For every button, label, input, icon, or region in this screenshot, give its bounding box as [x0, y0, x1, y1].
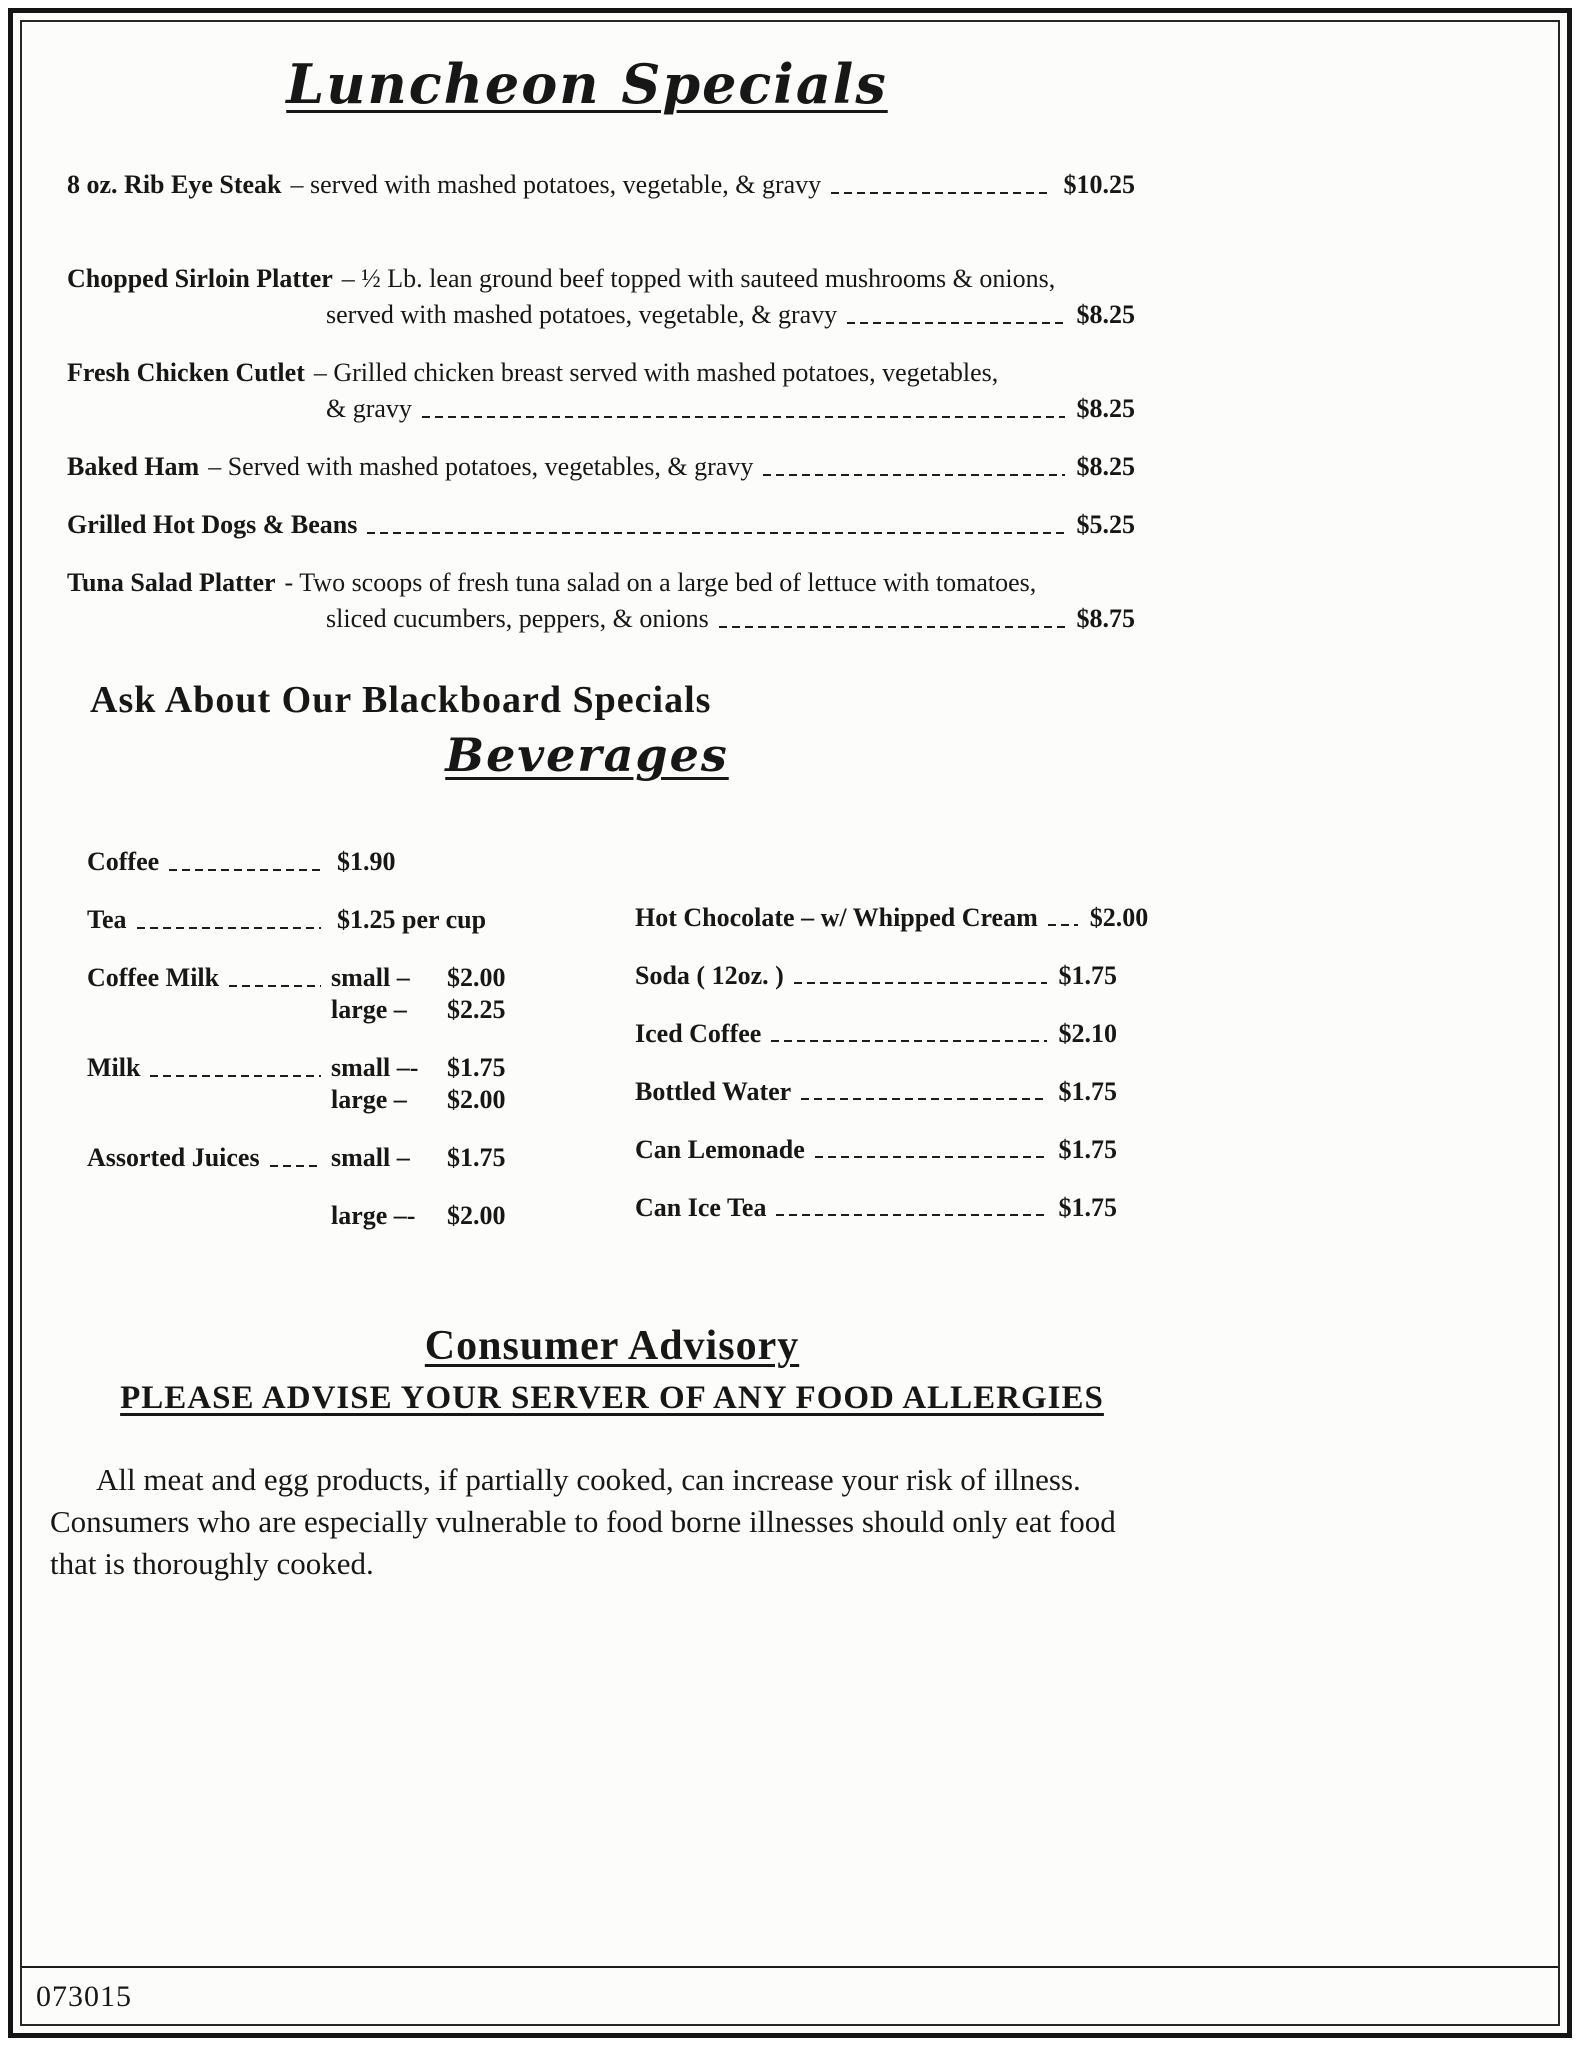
- beverage-name-leader: [87, 962, 327, 994]
- beverage-name: Tea: [87, 905, 127, 934]
- item-price: $10.25: [1063, 170, 1135, 199]
- beverage-price: $1.90: [337, 847, 396, 876]
- menu-item-line: [67, 566, 1135, 600]
- beverage-price: $2.10: [1058, 1019, 1117, 1048]
- item-description: - Two scoops of fresh tuna salad on a large bed of lettuce with tomatoes,: [284, 568, 1037, 597]
- beverage-sizes: [327, 962, 506, 1026]
- beverages-section: [87, 846, 1152, 1258]
- item-price: $8.25: [1076, 300, 1135, 329]
- beverages-right-column: [635, 902, 1149, 1258]
- size-label: small –-: [331, 1053, 419, 1082]
- dotted-leader: [771, 1040, 1046, 1042]
- size-line-large: [331, 994, 506, 1026]
- beverage-name: Hot Chocolate – w/ Whipped Cream: [635, 903, 1038, 932]
- item-price: $5.25: [1076, 510, 1135, 539]
- beverage-name-leader: [87, 846, 327, 878]
- size-label: large –: [331, 1085, 407, 1114]
- dotted-leader: [794, 982, 1047, 984]
- item-name: Fresh Chicken Cutlet: [67, 358, 305, 387]
- size-line-large: [331, 1200, 506, 1232]
- item-description: – Served with mashed potatoes, vegetables, & gravy: [208, 452, 754, 481]
- size-label: small –: [331, 1143, 410, 1172]
- beverage-row-can-lemonade: [635, 1134, 1117, 1166]
- item-name: Tuna Salad Platter: [67, 568, 276, 597]
- menu-page: [8, 8, 1572, 2038]
- beverage-row-soda: [635, 960, 1117, 992]
- dotted-leader: [1048, 924, 1078, 926]
- menu-item-line-continued: [67, 392, 1135, 426]
- size-label: large –-: [331, 1201, 416, 1230]
- consumer-advisory-title: Consumer Advisory: [424, 1323, 800, 1369]
- item-description-continued: sliced cucumbers, peppers, & onions: [326, 604, 709, 633]
- item-description-continued: & gravy: [326, 394, 412, 423]
- beverage-row-iced-coffee: [635, 1018, 1117, 1050]
- beverage-sizes: [327, 1052, 506, 1116]
- beverage-price: $1.75: [1058, 1077, 1117, 1106]
- menu-item-chicken-cutlet: [67, 356, 1135, 426]
- dotted-leader: [422, 416, 1065, 418]
- size-line-small: [331, 1052, 506, 1084]
- beverage-row-tea: [87, 904, 557, 936]
- beverage-price: $1.25 per cup: [337, 905, 487, 934]
- beverage-name: Coffee: [87, 847, 160, 876]
- beverage-name-leader: [87, 1052, 327, 1084]
- item-name: Baked Ham: [67, 452, 200, 481]
- size-line-large: [331, 1084, 506, 1116]
- dotted-leader: [229, 985, 321, 987]
- size-price: $2.00: [447, 963, 506, 992]
- item-price: $8.75: [1076, 604, 1135, 633]
- dotted-leader: [763, 474, 1064, 476]
- beverage-row-hot-chocolate: [635, 902, 1149, 934]
- menu-item-line: [67, 508, 1135, 542]
- beverage-sizes: [327, 1142, 506, 1232]
- item-description: – ½ Lb. lean ground beef topped with sauteed mushrooms & onions,: [341, 264, 1056, 293]
- beverage-row-bottled-water: [635, 1076, 1117, 1108]
- size-price: $1.75: [447, 1053, 506, 1082]
- beverage-price: $2.00: [1089, 903, 1149, 932]
- beverages-left-column: [87, 846, 557, 1258]
- beverage-name: Assorted Juices: [87, 1143, 260, 1172]
- menu-item-rib-eye-steak: [67, 168, 1135, 202]
- beverage-name: Bottled Water: [635, 1077, 792, 1106]
- size-price: $2.25: [447, 995, 506, 1024]
- size-line-small: [331, 962, 506, 994]
- beverage-price: $1.75: [1058, 961, 1117, 990]
- dotted-leader: [137, 927, 322, 929]
- beverage-price-wrap: [327, 904, 486, 936]
- beverage-row-milk: [87, 1052, 557, 1116]
- menu-item-tuna-salad-platter: [67, 566, 1135, 636]
- dotted-leader: [801, 1098, 1046, 1100]
- size-price: $1.75: [447, 1143, 506, 1172]
- menu-content: [22, 52, 1152, 1585]
- dotted-leader: [150, 1075, 321, 1077]
- beverage-row-assorted-juices: [87, 1142, 557, 1232]
- advisory-body-text: All meat and egg products, if partially cooked, can increase your risk of illness. Consumers who are especially vulnerable to food borne illnesses should only eat food that is thoroughly cooked.: [50, 1462, 1116, 1581]
- size-label: large –: [331, 995, 407, 1024]
- dotted-leader: [367, 532, 1064, 534]
- dotted-leader: [847, 322, 1064, 324]
- menu-item-line: [67, 262, 1135, 296]
- beverage-row-coffee-milk: [87, 962, 557, 1026]
- beverage-name: Soda ( 12oz. ): [635, 961, 784, 990]
- item-price: $8.25: [1076, 394, 1135, 423]
- dotted-leader: [270, 1165, 321, 1167]
- dotted-leader: [776, 1214, 1046, 1216]
- dotted-leader: [815, 1156, 1047, 1158]
- menu-item-chopped-sirloin: [67, 262, 1135, 332]
- menu-item-hot-dogs-beans: [67, 508, 1135, 542]
- beverage-row-coffee: [87, 846, 557, 878]
- beverage-price: $1.75: [1058, 1135, 1117, 1164]
- footer-bar: [22, 1966, 1558, 2024]
- size-line-small: [331, 1142, 506, 1174]
- item-description: – Grilled chicken breast served with mashed potatoes, vegetables,: [313, 358, 999, 387]
- blackboard-specials-heading: Ask About Our Blackboard Specials: [90, 679, 712, 721]
- menu-item-line: [67, 168, 1135, 202]
- menu-inner-frame: [20, 20, 1560, 2026]
- size-label: small –: [331, 963, 410, 992]
- beverage-price: $1.75: [1058, 1193, 1117, 1222]
- beverage-name: Milk: [87, 1053, 141, 1082]
- item-description: – served with mashed potatoes, vegetable, & gravy: [290, 170, 822, 199]
- beverage-name: Coffee Milk: [87, 963, 220, 992]
- item-price: $8.25: [1076, 452, 1135, 481]
- size-price: $2.00: [447, 1201, 506, 1230]
- menu-item-baked-ham: [67, 450, 1135, 484]
- beverages-title: Beverages: [445, 728, 729, 782]
- item-name: Chopped Sirloin Platter: [67, 264, 333, 293]
- item-description-continued: served with mashed potatoes, vegetable, & gravy: [326, 300, 838, 329]
- dotted-leader: [831, 192, 1051, 194]
- beverage-name: Can Lemonade: [635, 1135, 805, 1164]
- menu-date-code: 073015: [36, 1980, 132, 2013]
- menu-item-line-continued: [67, 602, 1135, 636]
- menu-item-line: [67, 356, 1135, 390]
- dotted-leader: [169, 869, 321, 871]
- luncheon-specials-title: Luncheon Specials: [286, 52, 888, 116]
- luncheon-specials-list: [67, 168, 1135, 636]
- beverage-name-leader: [87, 904, 327, 936]
- consumer-advisory-section: [22, 1322, 1202, 1585]
- beverage-row-can-ice-tea: [635, 1192, 1117, 1224]
- beverage-name: Iced Coffee: [635, 1019, 762, 1048]
- menu-item-line-continued: [67, 298, 1135, 332]
- item-name: 8 oz. Rib Eye Steak: [67, 170, 282, 199]
- menu-item-line: [67, 450, 1135, 484]
- item-name: Grilled Hot Dogs & Beans: [67, 510, 358, 539]
- dotted-leader: [719, 626, 1065, 628]
- beverage-price-wrap: [327, 846, 396, 878]
- size-price: $2.00: [447, 1085, 506, 1114]
- beverage-name-leader: [87, 1142, 327, 1174]
- beverage-name: Can Ice Tea: [635, 1193, 767, 1222]
- food-allergy-notice: PLEASE ADVISE YOUR SERVER OF ANY FOOD ALLERGIES: [120, 1380, 1104, 1416]
